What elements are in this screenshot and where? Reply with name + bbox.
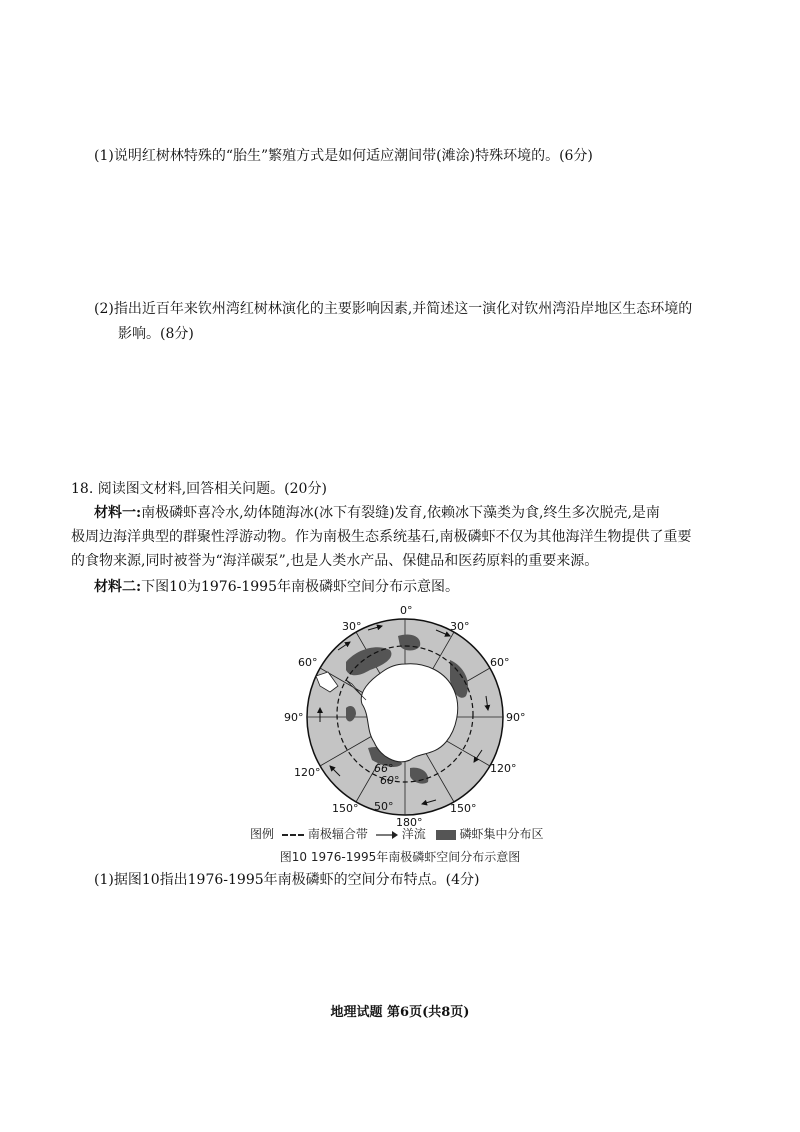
label-120-right: 120° [490,762,517,775]
legend-current: 洋流 [401,827,426,841]
legend-title: 图例 [250,827,275,841]
material2-line [94,577,459,597]
arrow-icon [376,831,398,839]
label-150-left: 150° [332,802,359,815]
material1-label: 材料一: [94,505,142,521]
dashed-line-icon [282,834,304,836]
question-18-1: (1)据图10指出1976-1995年南极磷虾的空间分布特点。(4分) [94,872,480,888]
question-18-title: 18. 阅读图文材料,回答相关问题。(20分) [71,481,327,497]
question-17-2-line2: 影响。(8分) [118,326,194,342]
question-17-2-line1: (2)指出近百年来钦州湾红树林演化的主要影响因素,并简述这一演化对钦州湾沿岸地区生态环境的 [94,301,693,317]
label-90-right: 90° [506,711,526,724]
question-17-1: (1)说明红树林特殊的“胎生”繁殖方式是如何适应潮间带(滩涂)特殊环境的。(6分) [94,148,593,164]
label-60-inner: 60° [380,774,400,787]
label-66: 66° [374,762,394,775]
label-30-right: 30° [450,620,470,633]
legend-krill: 磷虾集中分布区 [459,827,544,841]
material1-line3: 的食物来源,同时被誉为“海洋碳泵”,也是人类水产品、保健品和医药原料的重要来源。 [71,553,599,569]
label-120-left: 120° [294,766,321,779]
material1-line1 [94,503,660,523]
label-0: 0° [400,604,413,617]
material2-label: 材料二: [94,579,142,595]
label-50: 50° [374,800,394,813]
krill-swatch-icon [436,830,456,840]
legend-convergence: 南极辐合带 [307,827,368,841]
label-30-left: 30° [342,620,362,633]
map-legend [250,826,544,842]
material1-text: 南极磷虾喜冷水,幼体随海冰(冰下有裂缝)发育,依赖冰下藻类为食,终生多次脱壳,是南 [141,505,660,521]
label-150-right: 150° [450,802,477,815]
page-footer: 地理试题 第6页(共8页) [330,1005,470,1020]
label-60-left: 60° [298,656,318,669]
figure-caption: 图10 1976-1995年南极磷虾空间分布示意图 [279,850,521,864]
material2-text: 下图10为1976-1995年南极磷虾空间分布示意图。 [141,579,459,595]
label-60-right: 60° [490,656,510,669]
material1-line2: 极周边海洋典型的群聚性浮游动物。作为南极生态系统基石,南极磷虾不仅为其他海洋生物提供了重要 [71,529,692,545]
label-90-left: 90° [284,711,304,724]
label-180: 180° [396,816,423,829]
